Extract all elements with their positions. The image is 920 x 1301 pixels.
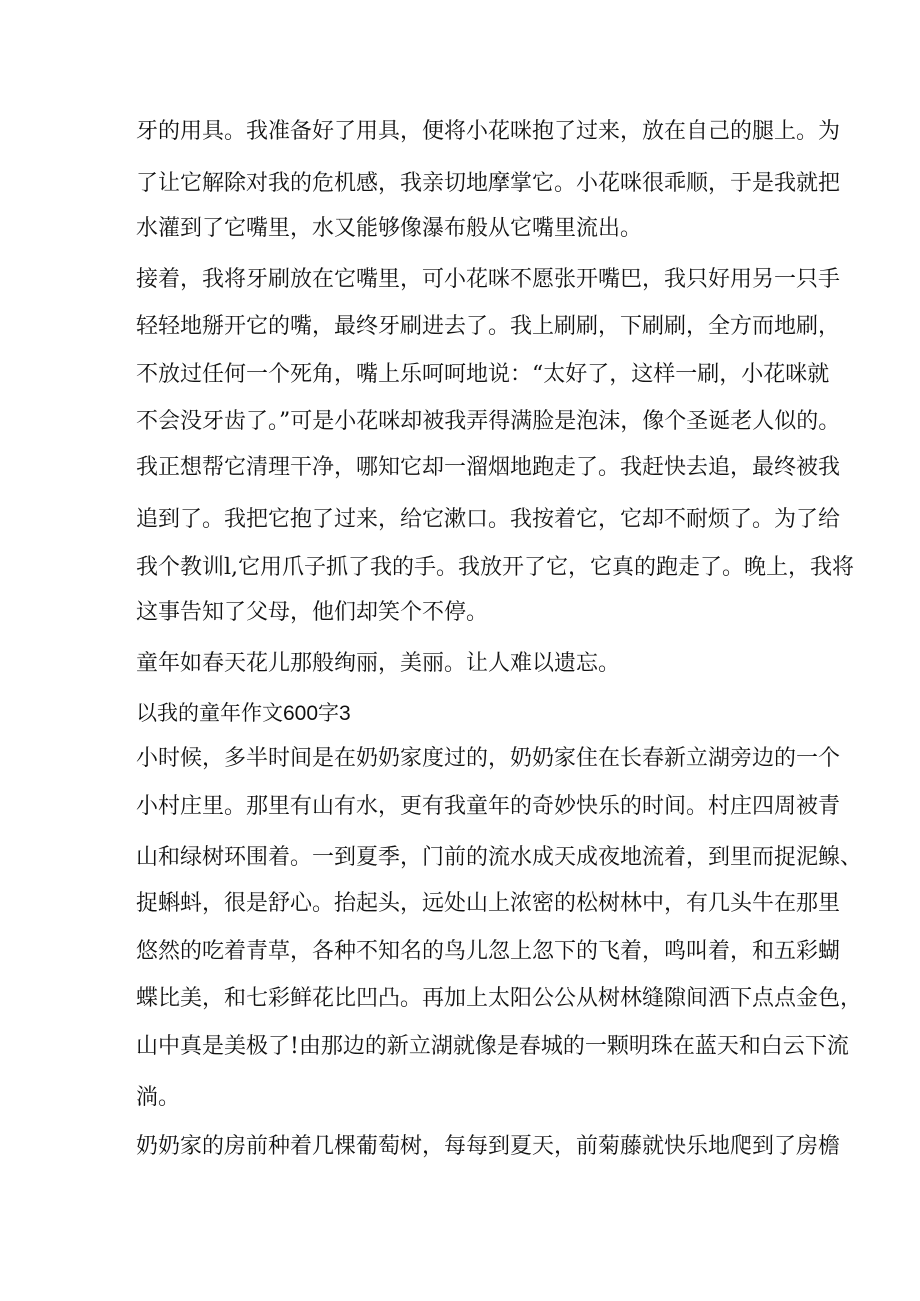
- text-line: 奶奶家的房前种着几棵葡萄树，每每到夏天，前菊藤就快乐地爬到了房檐: [136, 1134, 841, 1159]
- text-line: 不会没牙齿了。”可是小花咪却被我弄得满脸是泡沫，像个圣诞老人似的。: [136, 409, 841, 434]
- text-line: 我正想帮它清理干净，哪知它却一溜烟地跑走了。我赶快去追，最终被我: [136, 455, 841, 480]
- section-heading: 以我的童年作文600字3: [136, 702, 351, 725]
- text-line: 山和绿树环围着。一到夏季，门前的流水成天成夜地流着，到里而捉泥鳈、: [136, 845, 863, 870]
- text-line: 牙的用具。我准备好了用具，便将小花咪抱了过来，放在自己的腿上。为: [136, 119, 841, 144]
- text-line: 小村庄里。那里有山有水，更有我童年的奇妙快乐的时间。村庄四周被青: [136, 794, 841, 819]
- text-line: 这事告知了父母，他们却笑个不停。: [136, 600, 489, 625]
- text-line: 悠然的吃着青草，各种不知名的鸟儿忽上忽下的飞着，鸣叫着，和五彩蝴: [136, 939, 841, 964]
- text-line: 淌。: [136, 1085, 181, 1110]
- text-line: 了让它解除对我的危机感，我亲切地摩掌它。小花咪很乖顺，于是我就把: [136, 171, 841, 196]
- text-line: 山中真是美极了!由那边的新立湖就像是春城的一颗明珠在蓝天和白云下流: [136, 1034, 849, 1059]
- text-line: 童年如春天花儿那般绚丽，美丽。让人难以遗忘。: [136, 651, 621, 676]
- text-line: 不放过任何一个死角，嘴上乐呵呵地说：“太好了，这样一刷，小花咪就: [136, 362, 830, 387]
- text-line: 追到了。我把它抱了过来，给它漱口。我按着它，它却不耐烦了。为了给: [136, 507, 841, 532]
- text-line: 小时候，多半时间是在奶奶家度过的，奶奶家住在长春新立湖旁边的一个: [136, 746, 841, 771]
- text-line: 捉蝌蚪，很是舒心。抬起头，远处山上浓密的松树林中，有几头牛在那里: [136, 891, 841, 916]
- text-line: 接着，我将牙刷放在它嘴里，可小花咪不愿张开嘴巴，我只好用另一只手: [136, 267, 841, 292]
- text-line: 蝶比美，和七彩鲜花比凹凸。再加上太阳公公从树林缝隙间洒下点点金色，: [136, 986, 863, 1011]
- text-line: 我个教训l,它用爪子抓了我的手。我放开了它，它真的跑走了。晚上，我将: [136, 555, 855, 580]
- text-line: 轻轻地掰开它的嘴，最终牙刷进去了。我上刷刷，下刷刷，全方而地刷，: [136, 314, 841, 339]
- text-line: 水灌到了它嘴里，水又能够像瀑布般从它嘴里流出。: [136, 216, 643, 241]
